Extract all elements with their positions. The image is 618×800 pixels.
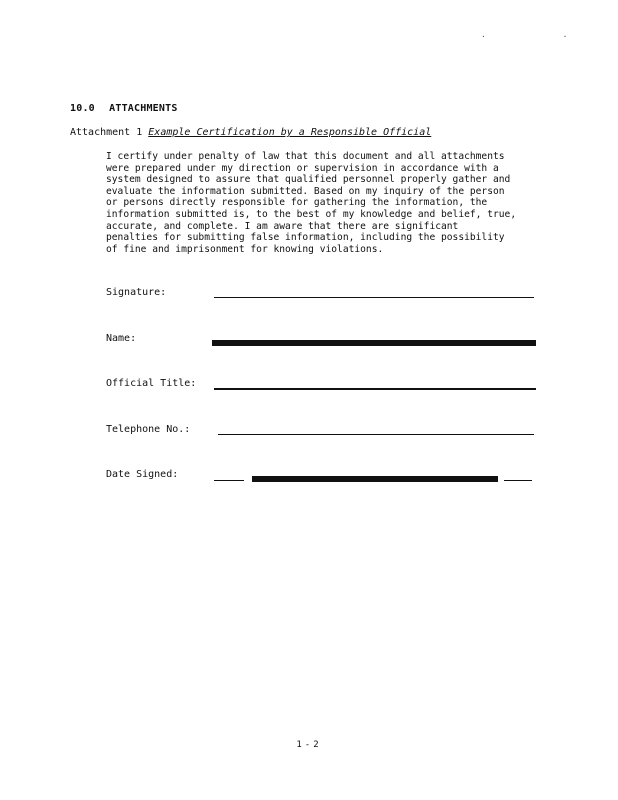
official-title-line[interactable] [214,388,536,390]
signature-row [106,287,536,307]
section-heading [70,103,178,114]
certification-line: of fine and imprisonment for knowing violations. [106,243,384,255]
certification-line: information submitted is, to the best of my knowledge and belief, true, [106,208,517,220]
certification-line: penalties for submitting false information, including the possibility [106,232,505,244]
certification-statement [106,151,536,255]
certification-line: system designed to assure that qualified personnel properly gather and [106,174,511,186]
date-signed-line-end [504,480,532,481]
telephone-line[interactable] [218,434,534,435]
section-title: ATTACHMENTS [109,103,178,114]
date-signed-label: Date Signed: [106,469,179,480]
certification-line: I certify under penalty of law that this document and all attachments [106,151,505,162]
name-row [106,333,536,353]
page-number: 1-2 [296,740,322,750]
certification-line: were prepared under my direction or supervision in accordance with a [106,162,499,174]
official-title-label: Official Title: [106,378,197,389]
certification-line: or persons directly responsible for gathering the information, the [106,197,488,209]
official-title-row [106,378,536,398]
name-label: Name: [106,333,137,344]
date-signed-row [106,469,536,489]
attachment-label: Attachment 1 [70,127,143,138]
telephone-label: Telephone No.: [106,424,191,435]
certification-line: accurate, and complete. I am aware that there are significant [106,220,459,232]
telephone-row [106,424,536,444]
section-number: 10.0 [70,103,95,114]
signature-label: Signature: [106,287,167,298]
name-line[interactable] [212,340,536,346]
date-signed-line-start [214,480,244,481]
attachment-title [70,127,431,138]
attachment-caption: Example Certification by a Responsible Official [148,127,432,138]
certification-line: evaluate the information submitted. Based on my inquiry of the person [106,185,505,197]
date-signed-line[interactable] [252,476,498,482]
signature-line[interactable] [214,297,534,298]
header-marks: . . [481,30,604,39]
